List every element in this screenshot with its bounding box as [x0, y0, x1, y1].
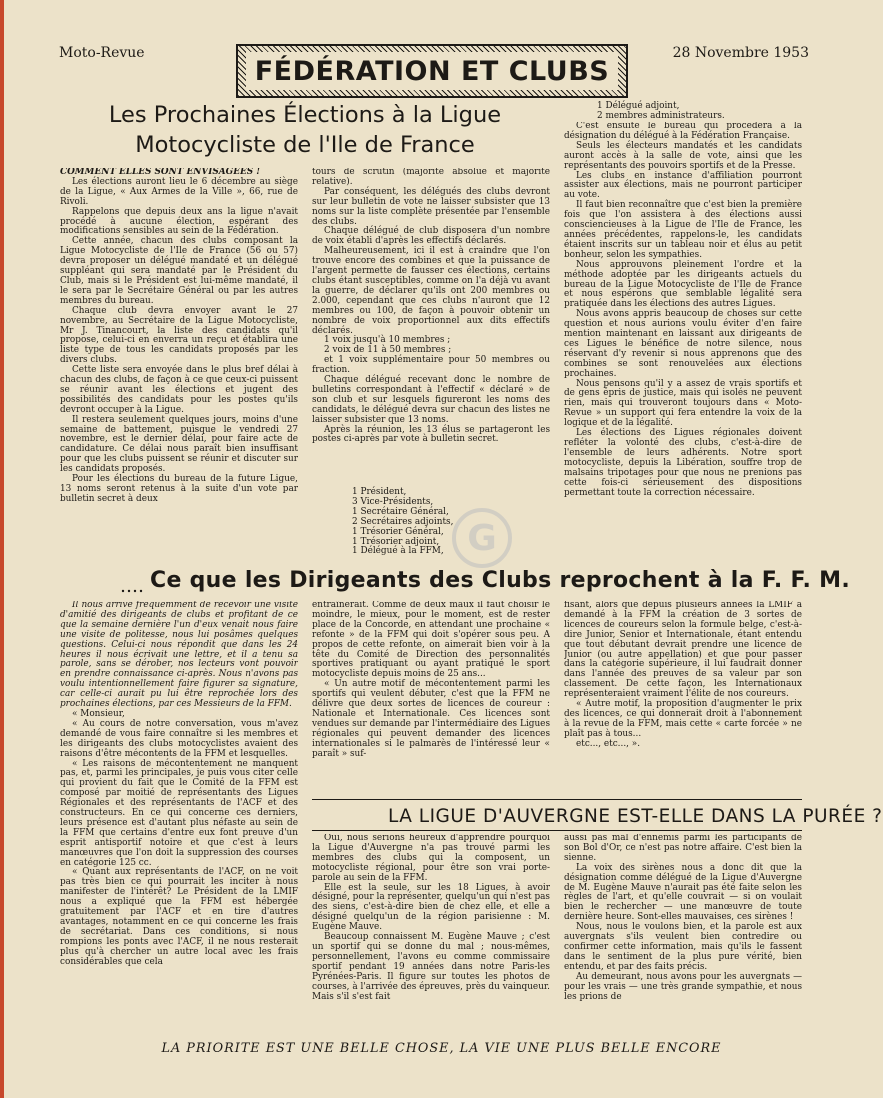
list-item: 1 Trésorier adjoint, [352, 536, 440, 547]
list-item: 2 Secrétaires adjoints, [352, 516, 454, 527]
paragraph: Chaque club devra envoyer avant le 27 novembre, au Secrétaire de la Ligue Motocycliste, Mr J. Tinancourt, la liste des candidats qu'il propose, celui-ci en enverra un reçu et établira une liste type de tous les candidats proposés par les divers clubs. [60, 305, 298, 366]
paragraph: fisant, alors que depuis plusieurs années la LMIF a demandé à la FFM la création de 3 sortes de licences de coureurs selon la formule belge, c'est-à-dire Junior, Senior et Internationale, étant entendu que tout débutant devrait prendre une licence de Junior (ou autre appellation) et que pour passer dans la catégorie supérieure, il lui faudrait donner dans l'année des preuves de sa valeur par son classement. De cette façon, les Internationaux représenteraient vraiment l'élite de nos coureurs. [564, 601, 802, 700]
paragraph: Au demeurant, nous avons pour les auvergnats — pour les vrais — une très grande sympathie, et nous les prions de [564, 971, 802, 1002]
officers-list-continued [597, 102, 797, 122]
paragraph: Chaque délégué recevant donc le nombre de bulletins correspondant à l'effectif « déclaré » de son club et sur lesquels figureront les noms des candidats, le délégué devra sur chacun des listes ne laisser subsister que 13 noms. [312, 375, 550, 425]
list-item: 1 Trésorier Général, [352, 526, 444, 537]
paragraph: et 1 voix supplémentaire pour 50 membres ou fraction. [312, 355, 550, 376]
paragraph: Nous avons appris beaucoup de choses sur cette question et nous aurions voulu éviter d'en faire mention maintenant en laissant aux dirigeants de ces Ligues le bénéfice de notre silence, nous réservant d'y revenir si nous apprenons que des combines se sont renouvelées aux élections prochaines. [564, 309, 802, 379]
paragraph: Cette liste sera envoyée dans le plus bref délai à chacun des clubs, de façon à ce que ceux-ci puissent se réunir avant les élections et jugent des possibilités des candidats pour les postes qu'ils devront occuper à la Ligue. [60, 365, 298, 415]
paragraph: aussi pas mal d'ennemis parmi les participants de son Bol d'Or, ce n'est pas notre affaire. C'est bien la sienne. [564, 834, 802, 863]
paragraph: Malheureusement, ici il est à craindre que l'on trouve encore des combines et que la puissance de l'argent permette de fausser ces élections, certains clubs étant susceptibles, comme on l'a déjà vu avant la guerre, de déclarer qu'ils ont 200 membres ou 2.000, cependant que ces clubs n'auront que 12 membres ou 100, de façon à pouvoir obtenir un nombre de voix proportionnel aux dits effectifs déclarés. [312, 246, 550, 336]
paragraph: Seuls les électeurs mandatés et les candidats auront accès à la salle de vote, ainsi que les représentants des pouvoirs sportifs et de la Presse. [564, 140, 802, 171]
officers-list [352, 488, 542, 557]
paragraph: Cette année, chacun des clubs composant la Ligue Motocycliste de l'Ile de France (56 ou 57) devra proposer un délégué mandaté et un délégué suppléant qui sera mandaté par le Président du Club, mais si le Président est lui-même mandaté, il le sera par le Secrétaire Général ou par les autres membres du bureau. [60, 236, 298, 306]
heading-ornament-icon [120, 586, 148, 596]
paragraph: Il restera seulement quelques jours, moins d'une semaine de battement, puisque le vendredi 27 novembre, est le dernier délai, pour faire acte de candidature. Ce délai nous paraît bien insuffisant pour que les clubs puissent se réunir et discuter sur les candidats proposés. [60, 414, 298, 475]
issue-date: 28 Novembre 1953 [672, 45, 809, 61]
article2-title: Ce que les Dirigeants des Clubs reprochent à la F. F. M. [150, 568, 851, 593]
article2-column-1 [60, 601, 298, 1029]
paragraph: Chaque délégué de club disposera d'un nombre de voix établi d'après les effectifs déclarés. [312, 226, 550, 247]
divider [312, 799, 802, 800]
paragraph: Par conséquent, les délégués des clubs devront sur leur bulletin de vote ne laisser subsister que 13 noms sur la liste complète présentée par l'ensemble des clubs. [312, 186, 550, 227]
paragraph: « Au cours de notre conversation, vous m'avez demandé de vous faire connaître si les membres et les dirigeants des clubs motocyclistes avaient des raisons d'être mécontents de la FFM et lesquelles. [60, 718, 298, 759]
article2-column-3 [564, 601, 802, 797]
paragraph: 2 voix de 11 à 50 membres ; [324, 345, 452, 356]
paragraph: La voix des sirènes nous a donc dit que la désignation comme délégué de la Ligue d'Auvergne de M. Eugène Mauve n'aurait pas été faite selon les règles de l'art, et qu'elle couvrait — si on voulait bien le rechercher — une manœuvre de toute dernière heure. Sont-elles mauvaises, ces sirènes ! [564, 862, 802, 923]
paragraph: Oui, nous serions heureux d'apprendre pourquoi la Ligue d'Auvergne n'a pas trouvé parmi les membres des clubs qui la composent, un motocycliste régional, pour être son vrai porte-parole au sein de la FFM. [312, 834, 550, 883]
paragraph: C'est ensuite le bureau qui procédera à la désignation du délégué à la Fédération Française. [564, 122, 802, 141]
article1-column-1 [60, 168, 298, 556]
footer-slogan: LA PRIORITE EST UNE BELLE CHOSE, LA VIE UNE PLUS BELLE ENCORE [161, 1041, 722, 1056]
list-item: 2 membres administrateurs. [597, 110, 725, 121]
paragraph: Après la réunion, les 13 élus se partageront les postes ci-après par vote à bulletin secret. [312, 424, 550, 445]
article3-column-1 [312, 834, 550, 1030]
publication-name: Moto-Revue [59, 45, 145, 61]
list-item: 1 Délégué adjoint, [597, 101, 680, 111]
paragraph: Les élections auront lieu le 6 décembre au siège de la Ligue, « Aux Armes de la Ville », 66, rue de Rivoli. [60, 176, 298, 207]
paragraph: Nous, nous le voulons bien, et la parole est aux auvergnats s'ils veulent bien contredire ou confirmer cette information, mais qu'ils le fassent dans le sentiment de la plus pure vérité, bien entendu, et par des faits précis. [564, 922, 802, 972]
paragraph: Il faut bien reconnaître que c'est bien la première fois que l'on assistera à des élections aussi consciencieuses à la Ligue de l'Ile de France, les années précédentes, rappelons-le, les candidats étaient inscrits sur un tableau noir et élus au petit bonheur, selon les sympathies. [564, 200, 802, 260]
article3-title: LA LIGUE D'AUVERGNE EST-ELLE DANS LA PURÉE ? [388, 806, 883, 827]
article2-intro: Il nous arrive fréquemment de recevoir une visite d'amitié des dirigeants de clubs et profitant de ce que la semaine dernière l'un d'eux venait nous faire une visite de politesse, nous lui posâmes quelques questions. Celui-ci nous répondit que dans les 24 heures il nous écrivait une lettre, et il a tenu sa parole, sans se dérober, nos lecteurs vont pouvoir en prendre connaissance ci-après. Nous n'avons pas voulu intentionnellement faire figurer sa signature, car celle-ci aurait pu lui être reprochée lors des prochaines élections, par ces Messieurs de la FFM. [60, 601, 298, 710]
article1-title-line2: Motocycliste de l'Ile de France [135, 132, 475, 158]
article1-title-line1: Les Prochaines Élections à la Ligue [108, 102, 502, 128]
list-item: 1 Président, [352, 487, 407, 497]
paragraph: 1 voix jusqu'à 10 membres ; [324, 335, 451, 346]
list-item: 1 Délégué à la FFM, [352, 546, 444, 557]
article1-column-3 [564, 122, 802, 558]
watermark-logo: G [452, 508, 512, 568]
article1-title [60, 100, 550, 160]
paragraph: Pour les élections du bureau de la future Ligue, 13 noms seront retenus à la suite d'un vote par bulletin secret à deux [60, 474, 298, 504]
section-title: FÉDÉRATION ET CLUBS [246, 52, 618, 90]
paragraph: entraînerait. Comme de deux maux il faut choisir le moindre, le mieux, pour le moment, est de rester place de la Concorde, en attendant une prochaine « refonte » de la FFM qui doit s'opérer sous peu. A propos de cette refonte, on aimerait bien voir à la tête du Comité de Direction des personnalités sportives pratiquant ou ayant pratiqué le sport motocycliste depuis moins de 25 ans... [312, 601, 550, 680]
paragraph: Rappelons que depuis deux ans la ligue n'avait procédé à aucune élection, espérant des modifications sensibles au sein de la Fédération. [60, 206, 298, 237]
list-item: 1 Secrétaire Général, [352, 506, 449, 517]
article1-column-2 [312, 168, 550, 488]
paragraph: « Monsieur, [72, 708, 125, 719]
article2-column-2 [312, 601, 550, 797]
paragraph: Nous pensons qu'il y a assez de vrais sportifs et de gens épris de justice, mais qui isolés ne peuvent rien, mais qui trouveront toujours dans « Moto-Revue » un support qui fera entendre la voix de la logique et de la légalité. [564, 378, 802, 429]
paragraph: Nous approuvons pleinement l'ordre et la méthode adoptée par les dirigeants actuels du bureau de la Ligue Motocycliste de l'Ile de France et nous espérons que semblable légalité sera pratiquée dans les élections des autres Ligues. [564, 259, 802, 310]
paragraph: etc..., etc..., ». [576, 738, 641, 749]
list-item: 3 Vice-Présidents, [352, 496, 434, 507]
paragraph: « Un autre motif de mécontentement parmi les sportifs qui veulent débuter, c'est que la FFM ne délivre que deux sortes de licences de coureur : Nationale et Internationale. Ces licences sont vendues sur demande par l'intermédiaire des Ligues régionales qui peuvent demander des licences internationales si le palmarès de l'intéressé leur « paraît » suf- [312, 679, 550, 759]
article3-column-2 [564, 834, 802, 1030]
paragraph: Elle est la seule, sur les 18 Ligues, à avoir désigné, pour la représenter, quelqu'un qui n'est pas des siens, c'est-à-dire bien de chez elle, et elle a désigné quelqu'un de la région parisienne : M. Eugène Mauve. [312, 882, 550, 933]
paragraph: Beaucoup connaissent M. Eugène Mauve ; c'est un sportif qui se donne du mal ; nous-mêmes, personnellement, l'avons eu comme commissaire sportif pendant 19 années dans notre Paris-les Pyrénées-Paris. Il figure sur toutes les photos de courses, à l'arrivée des épreuves, près du vainqueur. Mais s'il s'est fait [312, 932, 550, 1002]
paragraph: « Quant aux représentants de l'ACF, on ne voit pas très bien ce qui pourrait les inciter à nous manifester de l'intérêt? Le Président de la LMIF nous a expliqué que la FFM est hébergée gratuitement par l'ACF et en tire d'autres avantages, notamment en ce qui concerne les frais de secrétariat. Dans ces conditions, si nous rompions les ponts avec l'ACF, il ne nous resterait plus qu'à chercher un autre local avec les frais considérables que cela [60, 867, 298, 967]
paragraph: Les clubs en instance d'affiliation pourront assister aux élections, mais ne pourront participer au vote. [564, 170, 802, 201]
page-edge [0, 0, 4, 1098]
section-banner [236, 44, 628, 98]
divider [312, 830, 802, 831]
paragraph: « Les raisons de mécontentement ne manquent pas, et, parmi les principales, je puis vous citer celle qui provient du fait que le Comité de la FFM est composé par moitié de représentants des Ligues Régionales et des représentants de l'ACF et des constructeurs. En ce qui concerne ces derniers, leurs présence est d'autant plus néfaste au sein de la FFM que certains d'entre eux font preuve d'un esprit antisportif notoire et que c'est à leurs manœuvres que l'on doit la suppression des courses en catégorie 125 cc. [60, 758, 298, 868]
article1-kicker: COMMENT ELLES SONT ENVISAGEES ! [60, 168, 261, 177]
paragraph: « Autre motif, la proposition d'augmenter le prix des licences, ce qui donnerait droit à l'abonnement à la revue de la FFM, mais cette « carte forcée » ne plaît pas à tous... [564, 699, 802, 739]
paragraph: tours de scrutin (majorité absolue et majorité relative). [312, 168, 550, 187]
paragraph: Les élections des Ligues régionales doivent refléter la volonté des clubs, c'est-à-dire de l'ensemble de leurs adhérents. Notre sport motocycliste, depuis la Libération, souffre trop de malsains tripotages pour que nous ne prenions pas cette fois-ci sérieusement des dispositions permettant toute la correction nécessaire. [564, 428, 802, 498]
